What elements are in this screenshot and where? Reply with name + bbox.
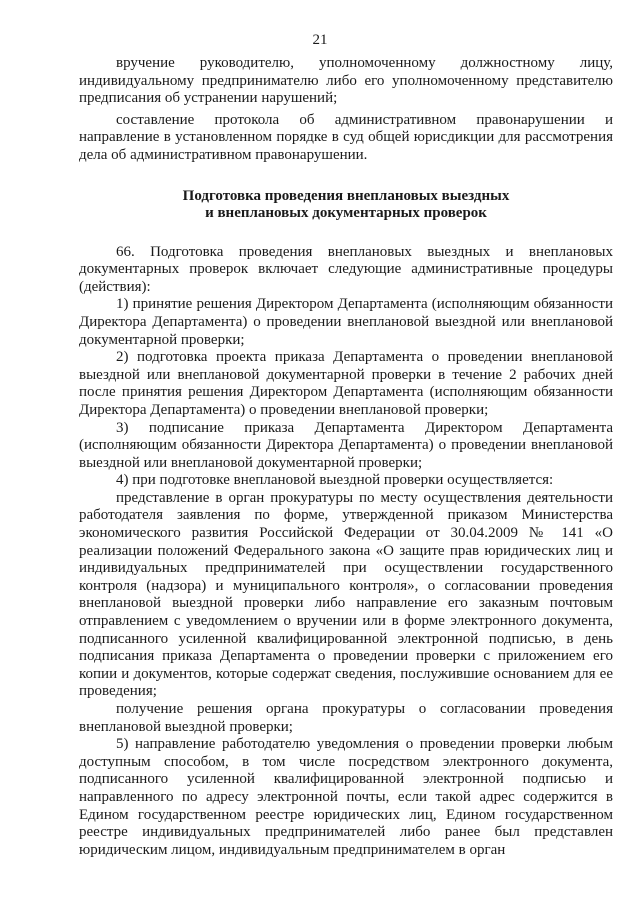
- section-heading: [79, 188, 613, 223]
- paragraph-item-5: 5) направление работодателю уведомления о проведении проверки любым доступным способом, в том числе посредством электронного документа, подписанного усиленной квалифицированной электронной подписью и направленного по адресу электронной почты, если такой адрес содержится в Едином государственном реестре юридических лиц, Едином государственном реестре индивидуальных предпринимателей либо ранее был представлен юридическим лицом, индивидуальным предпринимателем в орган: [79, 736, 613, 858]
- paragraph-delivery-order: вручение руководителю, уполномоченному должностному лицу, индивидуальному предпринимателю либо его уполномоченному представителю предписания об устранении нарушений;: [79, 55, 613, 107]
- paragraph-prosecutor-decision: получение решения органа прокуратуры о согласовании проведения внеплановой выездной проверки;: [79, 701, 613, 735]
- page-number: 21: [312, 32, 328, 48]
- paragraph-66: 66. Подготовка проведения внеплановых выездных и внеплановых документарных проверок включает следующие административные процедуры (действия):: [79, 243, 613, 295]
- document-body: [79, 55, 613, 859]
- paragraph-item-3: 3) подписание приказа Департамента Директором Департамента (исполняющим обязанности Директора Департамента) о проведении внеплановой выездной или внеплановой документарной проверки;: [79, 419, 613, 471]
- section-heading-line-1: Подготовка проведения внеплановых выездных: [182, 187, 510, 204]
- section-heading-line-2: и внеплановых документарных проверок: [205, 205, 487, 222]
- paragraph-prosecutor-submission: представление в орган прокуратуры по месту осуществления деятельности работодателя заявления по форме, утвержденной приказом Министерства экономического развития Российской Федерации от 30.04.2009 № 141 «О реализации положений Федерального закона «О защите прав юридических лиц и индивидуальных предпринимателей при осуществлении государственного контроля (надзора) и муниципального контроля», о согласовании проведения внеплановой выездной проверки либо направление его заказным почтовым отправлением с уведомлением о вручении или в форме электронного документа, подписанного усиленной квалифицированной электронной подписью, в день подписания приказа Департамента о проведении проверки с приложением его копии и документов, которые содержат сведения, послужившие основанием для ее проведения;: [79, 489, 613, 700]
- paragraph-item-4: 4) при подготовке внеплановой выездной проверки осуществляется:: [116, 472, 554, 489]
- paragraph-item-1: 1) принятие решения Директором Департамента (исполняющим обязанности Директора Департамента) о проведении внеплановой выездной или внеплановой документарной проверки;: [79, 296, 613, 348]
- paragraph-protocol: составление протокола об административном правонарушении и направление в установленном порядке в суд общей юрисдикции для рассмотрения дела об административном правонарушении.: [79, 111, 613, 163]
- paragraph-item-2: 2) подготовка проекта приказа Департамента о проведении внеплановой выездной или внеплановой документарной проверки в течение 2 рабочих дней после принятия решения Директором Департамента (исполняющим обязанности Директора Департамента) о проведении внеплановой проверки;: [79, 349, 613, 418]
